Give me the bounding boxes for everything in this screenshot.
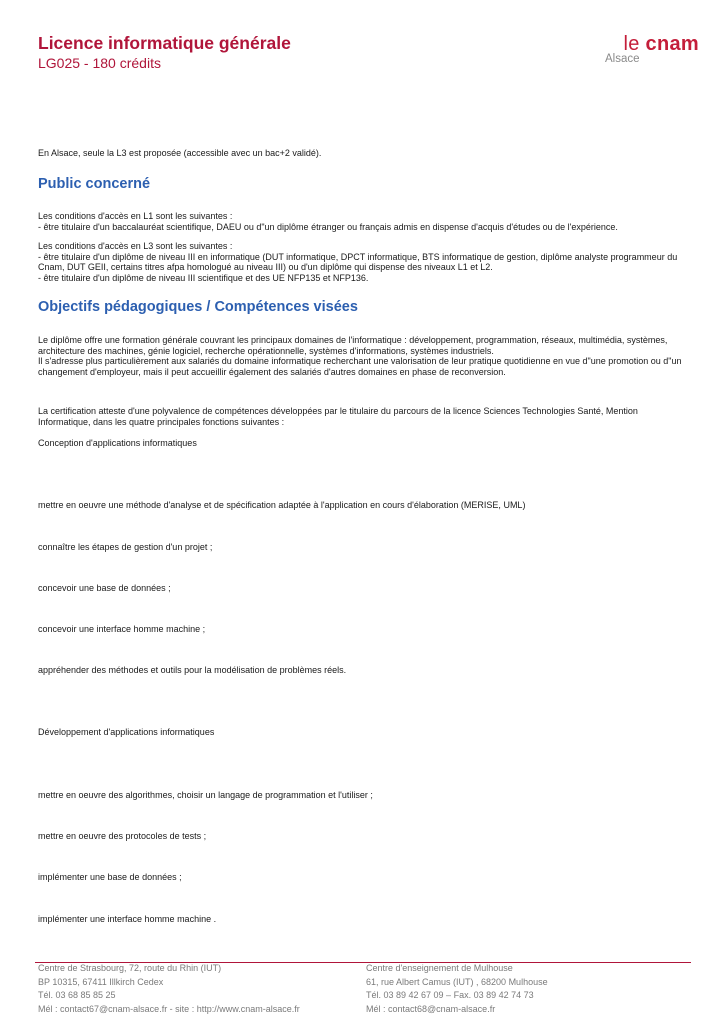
list-item: connaître les étapes de gestion d'un projet ; (38, 542, 213, 552)
list-item: appréhender des méthodes et outils pour la modélisation de problèmes réels. (38, 665, 347, 675)
logo-region: Alsace (605, 53, 640, 65)
list-item: concevoir une base de données ; (38, 583, 171, 593)
objectifs-paragraph-2: La certification atteste d'une polyvalence de compétences développées par le titulaire du parcours de la licence Sciences Technologies Santé, Mention Informatique, dans les quatre principales fonctions suivantes : (38, 406, 638, 427)
intro-text: En Alsace, seule la L3 est proposée (accessible avec un bac+2 validé). (38, 148, 322, 158)
list-item: implémenter une interface homme machine . (38, 914, 217, 924)
list-item: implémenter une base de données ; (38, 872, 182, 882)
cnam-logo (579, 33, 699, 73)
footer-strasbourg: Centre de Strasbourg, 72, route du Rhin (IUT) BP 10315, 67411 Illkirch Cedex Tél. 03 68 85 85 25 Mél : contact67@cnam-alsace.fr - site : http://www.cnam-alsace.fr (38, 963, 300, 1014)
list-item: concevoir une interface homme machine ; (38, 624, 206, 634)
list-item: mettre en oeuvre une méthode d'analyse et de spécification adaptée à l'application en cours d'élaboration (MERISE, UML) (38, 500, 526, 510)
heading-objectifs: Objectifs pédagogiques / Compétences visées (38, 299, 358, 315)
document-subtitle: LG025 - 180 crédits (38, 55, 161, 71)
document-title: Licence informatique générale (38, 33, 291, 53)
list-item: mettre en oeuvre des algorithmes, choisir un langage de programmation et l'utiliser ; (38, 790, 373, 800)
public-l3-conditions: Les conditions d'accès en L3 sont les suivantes : - être titulaire d'un diplôme de niveau III en informatique (DUT informatique, DPCT informatique, BTS informatique de gestion, diplôme analyste programmeur du Cnam, DUT GEII, certains titres afpa homologué au niveau III) ou d'un diplôme qui dispense des niveaux L1 et L2. - être titulaire d'un diplôme de niveau III scientifique et des UE NFP135 et NFP136. (38, 241, 678, 283)
heading-public: Public concerné (38, 176, 151, 192)
conception-title: Conception d'applications informatiques (38, 438, 197, 448)
list-item: mettre en oeuvre des protocoles de tests ; (38, 831, 207, 841)
footer-mulhouse: Centre d'enseignement de Mulhouse 61, rue Albert Camus (IUT) , 68200 Mulhouse Tél. 03 89 42 67 09 – Fax. 03 89 42 74 73 Mél : contact68@cnam-alsace.fr (366, 963, 548, 1014)
logo-cnam: cnam (645, 33, 699, 55)
logo-le: le (623, 33, 640, 55)
objectifs-paragraph-1: Le diplôme offre une formation générale couvrant les principaux domaines de l'informatique : développement, programmation, réseaux, multimédia, systèmes, architecture des machines, génie logiciel, recherche opérationnelle, systèmes d'informations, systèmes industriels. Il s'adresse plus particulièrement aux salariés du domaine informatique recherchant une valorisation de leur pratique quotidienne en vue d"une promotion ou d"un changement d'employeur, mais il peut accueillir également des salariés d'autres domaines en phase de reconversion. (38, 335, 682, 377)
developpement-title: Développement d'applications informatiques (38, 727, 215, 737)
public-l1-conditions: Les conditions d'accès en L1 sont les suivantes : - être titulaire d'un baccalauréat scientifique, DAEU ou d"un diplôme étranger ou français admis en dispense d'acquis d'études ou de l'expérience. (38, 211, 618, 232)
